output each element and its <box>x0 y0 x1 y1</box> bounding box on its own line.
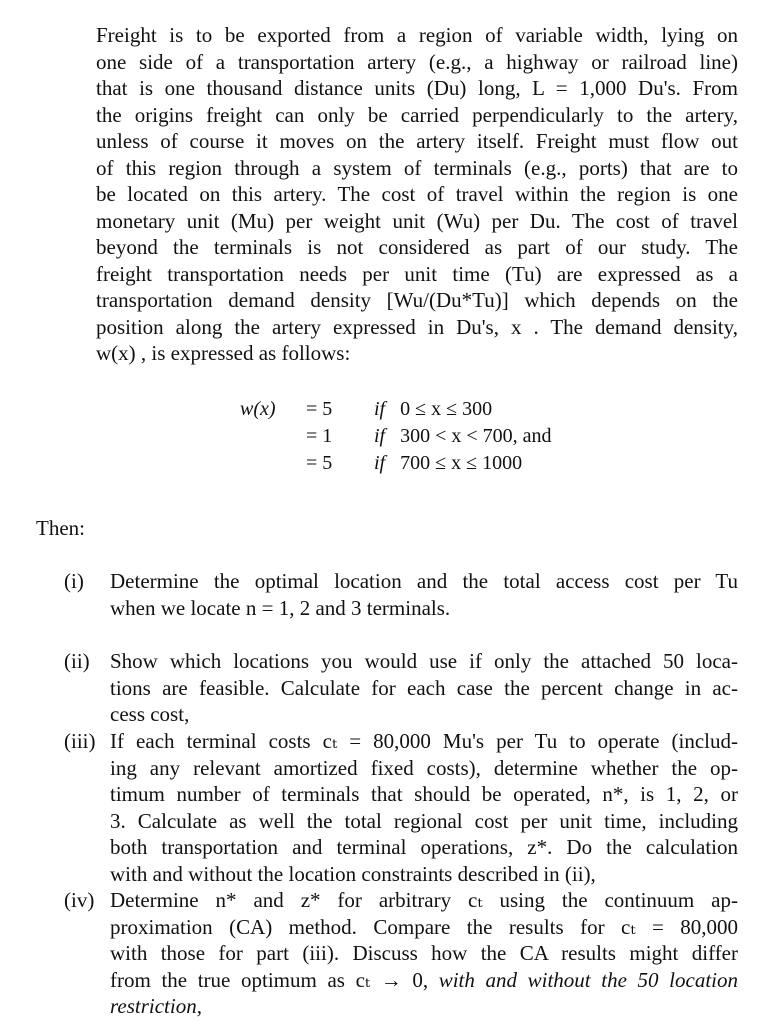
equation-range: 300 < x < 700, and <box>400 425 552 447</box>
equation-condition <box>374 423 552 450</box>
intro-line: be located on this artery. The cost of travel within the region is one <box>96 182 738 206</box>
item-line: when we locate n = 1, 2 and 3 terminals. <box>110 595 451 620</box>
item-line: tions are feasible. Calculate for each case the percent change in ac- <box>110 675 738 700</box>
intro-line: w(x) , is expressed as follows: <box>96 341 351 365</box>
item-line-italic: restriction, <box>110 994 202 1018</box>
equation-if: if <box>374 452 386 474</box>
item-line-text: from the true optimum as cₜ → 0, <box>110 967 429 992</box>
item-marker: (ii) <box>64 649 90 673</box>
equation-row <box>240 423 552 450</box>
item-line: If each terminal costs cₜ = 80,000 Mu's per Tu to operate (includ- <box>110 729 738 753</box>
demand-density-equation <box>240 396 552 477</box>
item-line <box>110 967 738 994</box>
equation-condition <box>374 396 492 423</box>
item-body <box>110 887 738 1020</box>
item-line: timum number of terminals that should be operated, n*, is 1, 2, or <box>110 782 738 806</box>
equation-value: = 1 <box>306 425 333 447</box>
intro-line: the origins freight can only be carried perpendicularly to the artery, <box>96 102 738 127</box>
item-marker: (i) <box>64 569 84 593</box>
item-line: 3. Calculate as well the total regional cost per unit time, including <box>110 808 738 833</box>
equation-range: 700 ≤ x ≤ 1000 <box>400 452 523 474</box>
equation-lhs: w(x) <box>240 398 276 420</box>
item-line: Show which locations you would use if only the attached 50 loca- <box>110 649 738 673</box>
equation-value: = 5 <box>306 398 333 420</box>
item-marker: (iv) <box>64 888 95 912</box>
item-marker: (iii) <box>64 729 96 753</box>
intro-line: beyond the terminals is not considered as part of our study. The <box>96 235 738 259</box>
item-line: Determine the optimal location and the total access cost per Tu <box>110 569 738 593</box>
item-body <box>110 568 738 621</box>
intro-line: monetary unit (Mu) per weight unit (Wu) per Du. The cost of travel <box>96 208 738 233</box>
intro-line: freight transportation needs per unit time (Tu) are expressed as a <box>96 261 738 286</box>
intro-line: of this region through a system of terminals (e.g., ports) that are to <box>96 155 738 180</box>
equation-range: 0 ≤ x ≤ 300 <box>400 398 493 420</box>
equation-row <box>240 396 552 423</box>
intro-paragraph <box>96 22 738 367</box>
then-label: Then: <box>36 516 85 540</box>
item-line-italic: with and without the 50 location <box>428 967 738 992</box>
intro-line: one side of a transportation artery (e.g., a highway or railroad line) <box>96 49 738 74</box>
equation-if: if <box>374 425 386 447</box>
item-line: with those for part (iii). Discuss how the CA results might differ <box>110 941 738 965</box>
intro-line: position along the artery expressed in Du's, x . The demand density, <box>96 314 738 339</box>
item-line <box>110 993 738 1020</box>
item-line: with and without the location constraints described in (ii), <box>110 861 596 886</box>
equation-if: if <box>374 398 386 420</box>
item-line: proximation (CA) method. Compare the results for cₜ = 80,000 <box>110 914 738 939</box>
intro-line: transportation demand density [Wu/(Du*Tu)] which depends on the <box>96 288 738 312</box>
item-line: both transportation and terminal operations, z*. Do the calculation <box>110 835 738 859</box>
intro-line: unless of course it moves on the artery itself. Freight must flow out <box>96 129 738 153</box>
item-line: cess cost, <box>110 702 190 726</box>
item-line: ing any relevant amortized fixed costs), determine whether the op- <box>110 755 738 780</box>
item-body <box>110 728 738 887</box>
item-line: Determine n* and z* for arbitrary cₜ using the continuum ap- <box>110 888 738 912</box>
item-body <box>110 648 738 728</box>
equation-condition <box>374 450 522 477</box>
equation-row <box>240 450 552 477</box>
intro-line: Freight is to be exported from a region of variable width, lying on <box>96 23 738 47</box>
intro-line: that is one thousand distance units (Du) long, L = 1,000 Du's. From <box>96 76 738 100</box>
equation-value: = 5 <box>306 452 333 474</box>
